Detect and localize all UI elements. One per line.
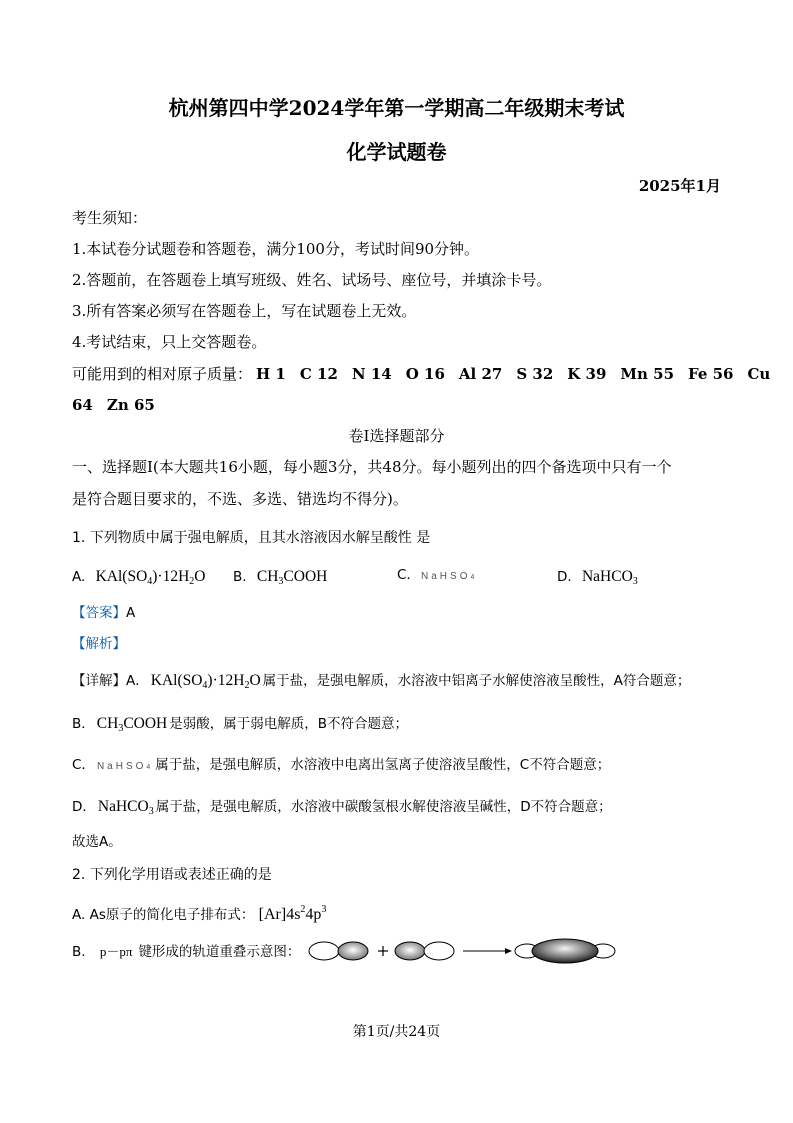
atomic-mass-label: 可能用到的相对原子质量： (72, 365, 253, 383)
page-title: 杭州第四中学2024学年第一学期高二年级期末考试 (168, 96, 625, 120)
detail-a-formula: $KAl(SO_4)\cdot 12H_2O$ (150, 672, 261, 691)
q1-conclusion: 故选A。 (72, 834, 122, 850)
mass-h: H 1 (256, 365, 286, 383)
q2-option-a-formula: $[Ar]4s^24p^3$ (258, 904, 327, 923)
q1-detail-d (72, 799, 612, 817)
q2-option-b-label: B. (72, 944, 86, 960)
q1-option-a-label: A. (72, 569, 86, 585)
detail-b-text: 是弱酸，属于弱电解质，B不符合题意； (169, 716, 408, 732)
answer-tag: 【答案】 (72, 605, 126, 621)
q1-option-d-formula: NaHCO$_3$ (581, 568, 638, 587)
p-orbital-left (309, 942, 368, 960)
mass-n: N 14 (351, 365, 392, 383)
detail-a-prefix: A． (126, 673, 149, 689)
detail-d-formula: NaHCO$_3$ (97, 798, 154, 817)
notice-item-3: 3.所有答案必须写在答题卷上，写在试题卷上无效。 (72, 302, 417, 320)
detail-a-text: 属于盐，是强电解质，水溶液中铝离子水解使溶液呈酸性，A符合题意； (262, 673, 691, 689)
reaction-arrow-icon (463, 948, 512, 954)
q1-option-c-formula: NaHSO4 (421, 571, 478, 582)
mass-c: C 12 (299, 365, 338, 383)
q1-detail-c (72, 759, 610, 773)
mass-o: O 16 (405, 365, 445, 383)
q1-option-d (557, 569, 638, 587)
notice-heading: 考生须知： (72, 209, 148, 227)
q1-option-d-label: D. (557, 569, 572, 585)
atomic-mass-line-2 (72, 398, 169, 413)
q2-option-b (72, 945, 300, 960)
detail-tag: 【详解】 (72, 673, 126, 689)
section-instruction-1: 一、选择题I(本大题共16小题，每小题3分，共48分。每小题列出的四个备选项中只有一个 (72, 458, 672, 476)
q1-detail-a (72, 673, 690, 691)
overlapped-orbital (515, 939, 615, 963)
notice-item-4: 4.考试结束，只上交答题卷。 (72, 333, 267, 351)
mass-zn: Zn 65 (106, 396, 155, 414)
q2-option-b-text: 键形成的轨道重叠示意图： (138, 944, 301, 960)
q1-option-c (397, 569, 477, 583)
exam-date: 2025年1月 (638, 177, 721, 195)
q1-option-b-label: B. (233, 569, 247, 585)
section-title: 卷I选择题部分 (348, 427, 445, 445)
notice-item-1: 1.本试卷分试题卷和答题卷，满分100分，考试时间90分钟。 (72, 240, 480, 258)
p-orbital-right (395, 942, 454, 960)
q2-option-a-text: A. As原子的简化电子排布式： (72, 907, 255, 923)
detail-c-prefix: C． (72, 757, 95, 773)
notice-item-2: 2.答题前，在答题卷上填写班级、姓名、试场号、座位号，并填涂卡号。 (72, 271, 552, 289)
q2-option-b-formula: p－pπ (99, 944, 133, 959)
mass-al: Al 27 (458, 365, 503, 383)
q2-stem: 2. 下列化学用语或表述正确的是 (72, 867, 272, 883)
q1-option-a (72, 569, 206, 587)
q1-answer (72, 607, 135, 621)
q1-option-b-formula: $CH_3COOH$ (256, 568, 328, 587)
mass-fe: Fe 56 (688, 365, 734, 383)
plus-icon (378, 946, 388, 956)
q1-option-a-formula: $KAl(SO_4)\cdot 12H_2O$ (95, 568, 206, 587)
mass-s: S 32 (516, 365, 554, 383)
mass-mn: Mn 55 (620, 365, 675, 383)
q1-option-c-label: C. (397, 567, 411, 583)
orbital-overlap-diagram (305, 937, 615, 967)
q1-detail-b (72, 716, 408, 734)
q1-stem: 1. 下列物质中属于强电解质，且其水溶液因水解呈酸性 是 (72, 530, 431, 546)
q1-analysis-tag (72, 638, 126, 652)
detail-c-text: 属于盐，是强电解质，水溶液中电离出氢离子使溶液呈酸性，C不符合题意； (155, 757, 611, 773)
detail-d-text: 属于盐，是强电解质，水溶液中碳酸氢根水解使溶液呈碱性，D不符合题意； (155, 799, 612, 815)
answer-value: A (126, 605, 136, 621)
mass-cu: Cu (747, 365, 771, 383)
q1-option-b (233, 569, 327, 587)
q2-option-a (72, 905, 326, 923)
detail-b-prefix: B． (72, 716, 95, 732)
mass-k: K 39 (567, 365, 607, 383)
mass-cu-value: 64 (72, 396, 93, 414)
atomic-mass-line (72, 367, 770, 382)
detail-d-prefix: D． (72, 799, 96, 815)
analysis-tag: 【解析】 (72, 636, 126, 652)
page-number: 第1页/共24页 (352, 1024, 441, 1040)
detail-b-formula: $CH_3COOH$ (96, 715, 168, 734)
detail-c-formula: NaHSO4 (96, 761, 154, 772)
section-instruction-2: 是符合题目要求的，不选、多选、错选均不得分)。 (72, 490, 408, 508)
page-subtitle: 化学试题卷 (346, 140, 447, 164)
